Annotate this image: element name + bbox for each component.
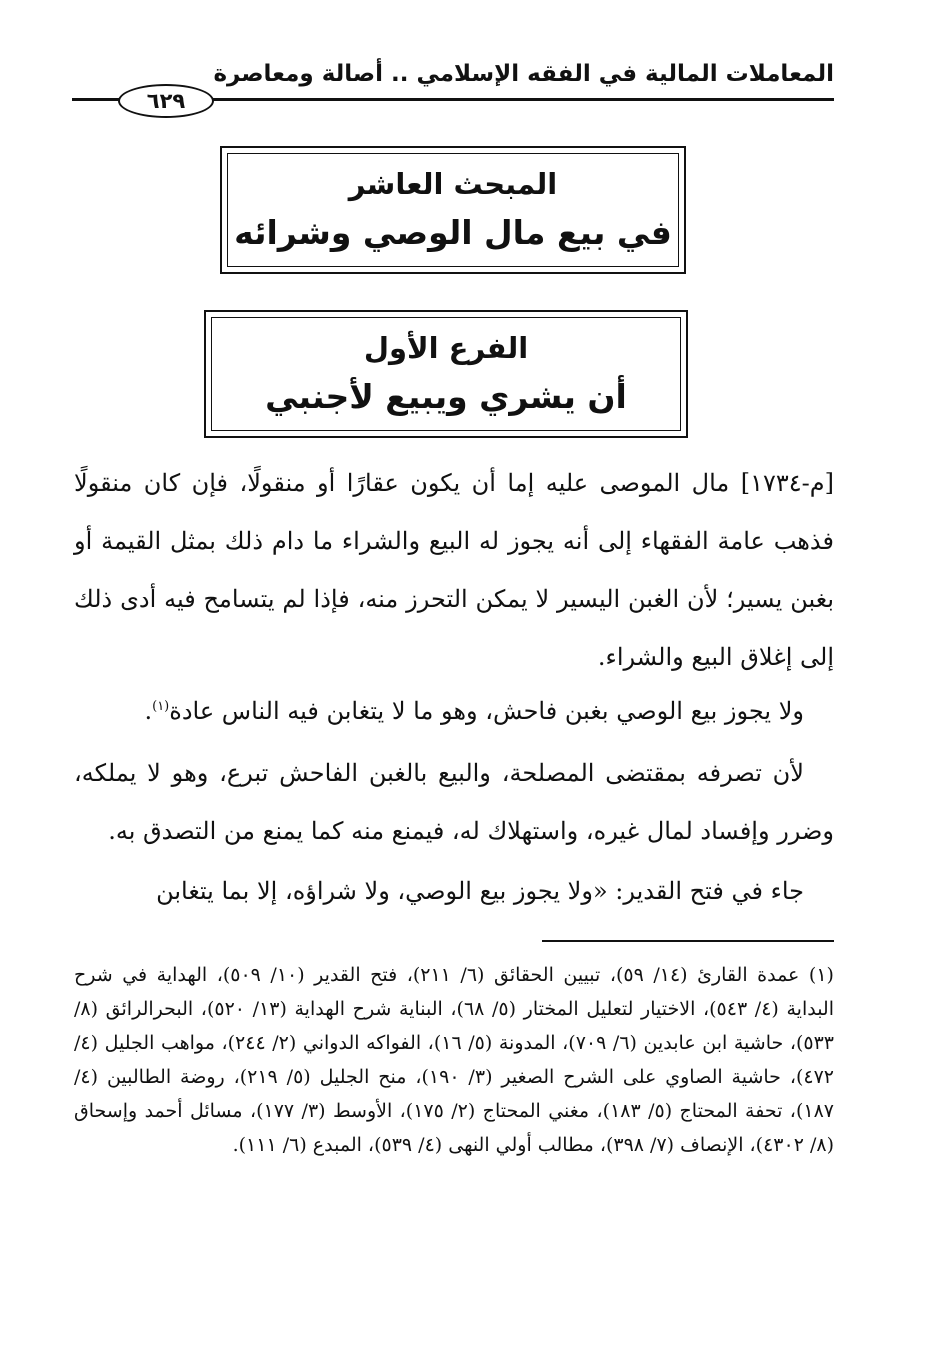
paragraph-2 xyxy=(74,682,834,740)
section-title-line2: في بيع مال الوصي وشرائه xyxy=(234,213,672,252)
paragraph-1: [م-١٧٣٤] مال الموصى عليه إما أن يكون عقارًا أو منقولًا، فإن كان منقولًا فذهب عامة الفقهاء إلى أنه يجوز له البيع والشراء ما دام ذلك بمثل القيمة أو بغبن يسير؛ لأن الغبن اليسير لا يمكن التحرز منه، فإذا لم يتسامح فيه أدى ذلك إلى إغلاق البيع والشراء. xyxy=(74,469,834,671)
section-title-line1: المبحث العاشر xyxy=(348,167,558,201)
branch-title-line2: أن يشري ويبيع لأجنبي xyxy=(265,377,627,416)
branch-title-line1: الفرع الأول xyxy=(363,331,529,365)
paragraph-3: لأن تصرفه بمقتضى المصلحة، والبيع بالغبن الفاحش تبرع، وهو لا يملكه، وضرر وإفساد لمال غيره، واستهلاك له، فيمنع منه كما يمنع من التصدق به. xyxy=(74,759,834,845)
section-title-box xyxy=(220,146,686,274)
footnote-separator xyxy=(542,940,834,942)
footnote-1: (١) عمدة القارئ (١٤/ ٥٩)، تبيين الحقائق (٦/ ٢١١)، فتح القدير (١٠/ ٥٠٩)، الهداية في شرح البداية (٤/ ٥٤٣)، الاختيار لتعليل المختار (٥/ ٦٨)، البناية شرح الهداية (١٣/ ٥٢٠)، البحرالرائق (٨/ ٥٣٣)، حاشية ابن عابدين (٦/ ٧٠٩)، المدونة (٥/ ١٦)، الفواكه الدواني (٢/ ٢٤٤)، مواهب الجليل (٤/ ٤٧٢)، حاشية الصاوي على الشرح الصغير (٣/ ١٩٠)، منح الجليل (٥/ ٢١٩)، روضة الطالبين (٤/ ١٨٧)، تحفة المحتاج (٥/ ١٨٣)، مغني المحتاج (٢/ ١٧٥)، الأوسط (٣/ ١٧٧)، مسائل أحمد وإسحاق (٨/ ٤٣٠٢)، الإنصاف (٧/ ٣٩٨)، مطالب أولي النهى (٤/ ٥٣٩)، المبدع (٦/ ١١١). xyxy=(74,964,834,1156)
running-title: المعاملات المالية في الفقه الإسلامي .. أصالة ومعاصرة xyxy=(213,61,834,87)
page-number: ٦٢٩ xyxy=(118,84,214,118)
paragraph-2-text: ولا يجوز بيع الوصي بغبن فاحش، وهو ما لا يتغابن فيه الناس عادة xyxy=(169,697,804,725)
section-title-inner-frame xyxy=(227,153,679,267)
branch-title-box xyxy=(204,310,688,438)
paragraph-2-end: . xyxy=(144,697,153,725)
footnote-ref-1: (١) xyxy=(152,699,170,714)
paragraph-4: جاء في فتح القدير: «ولا يجوز بيع الوصي، ولا شراؤه، إلا بما يتغابن xyxy=(156,877,804,905)
branch-title-inner-frame xyxy=(211,317,681,431)
